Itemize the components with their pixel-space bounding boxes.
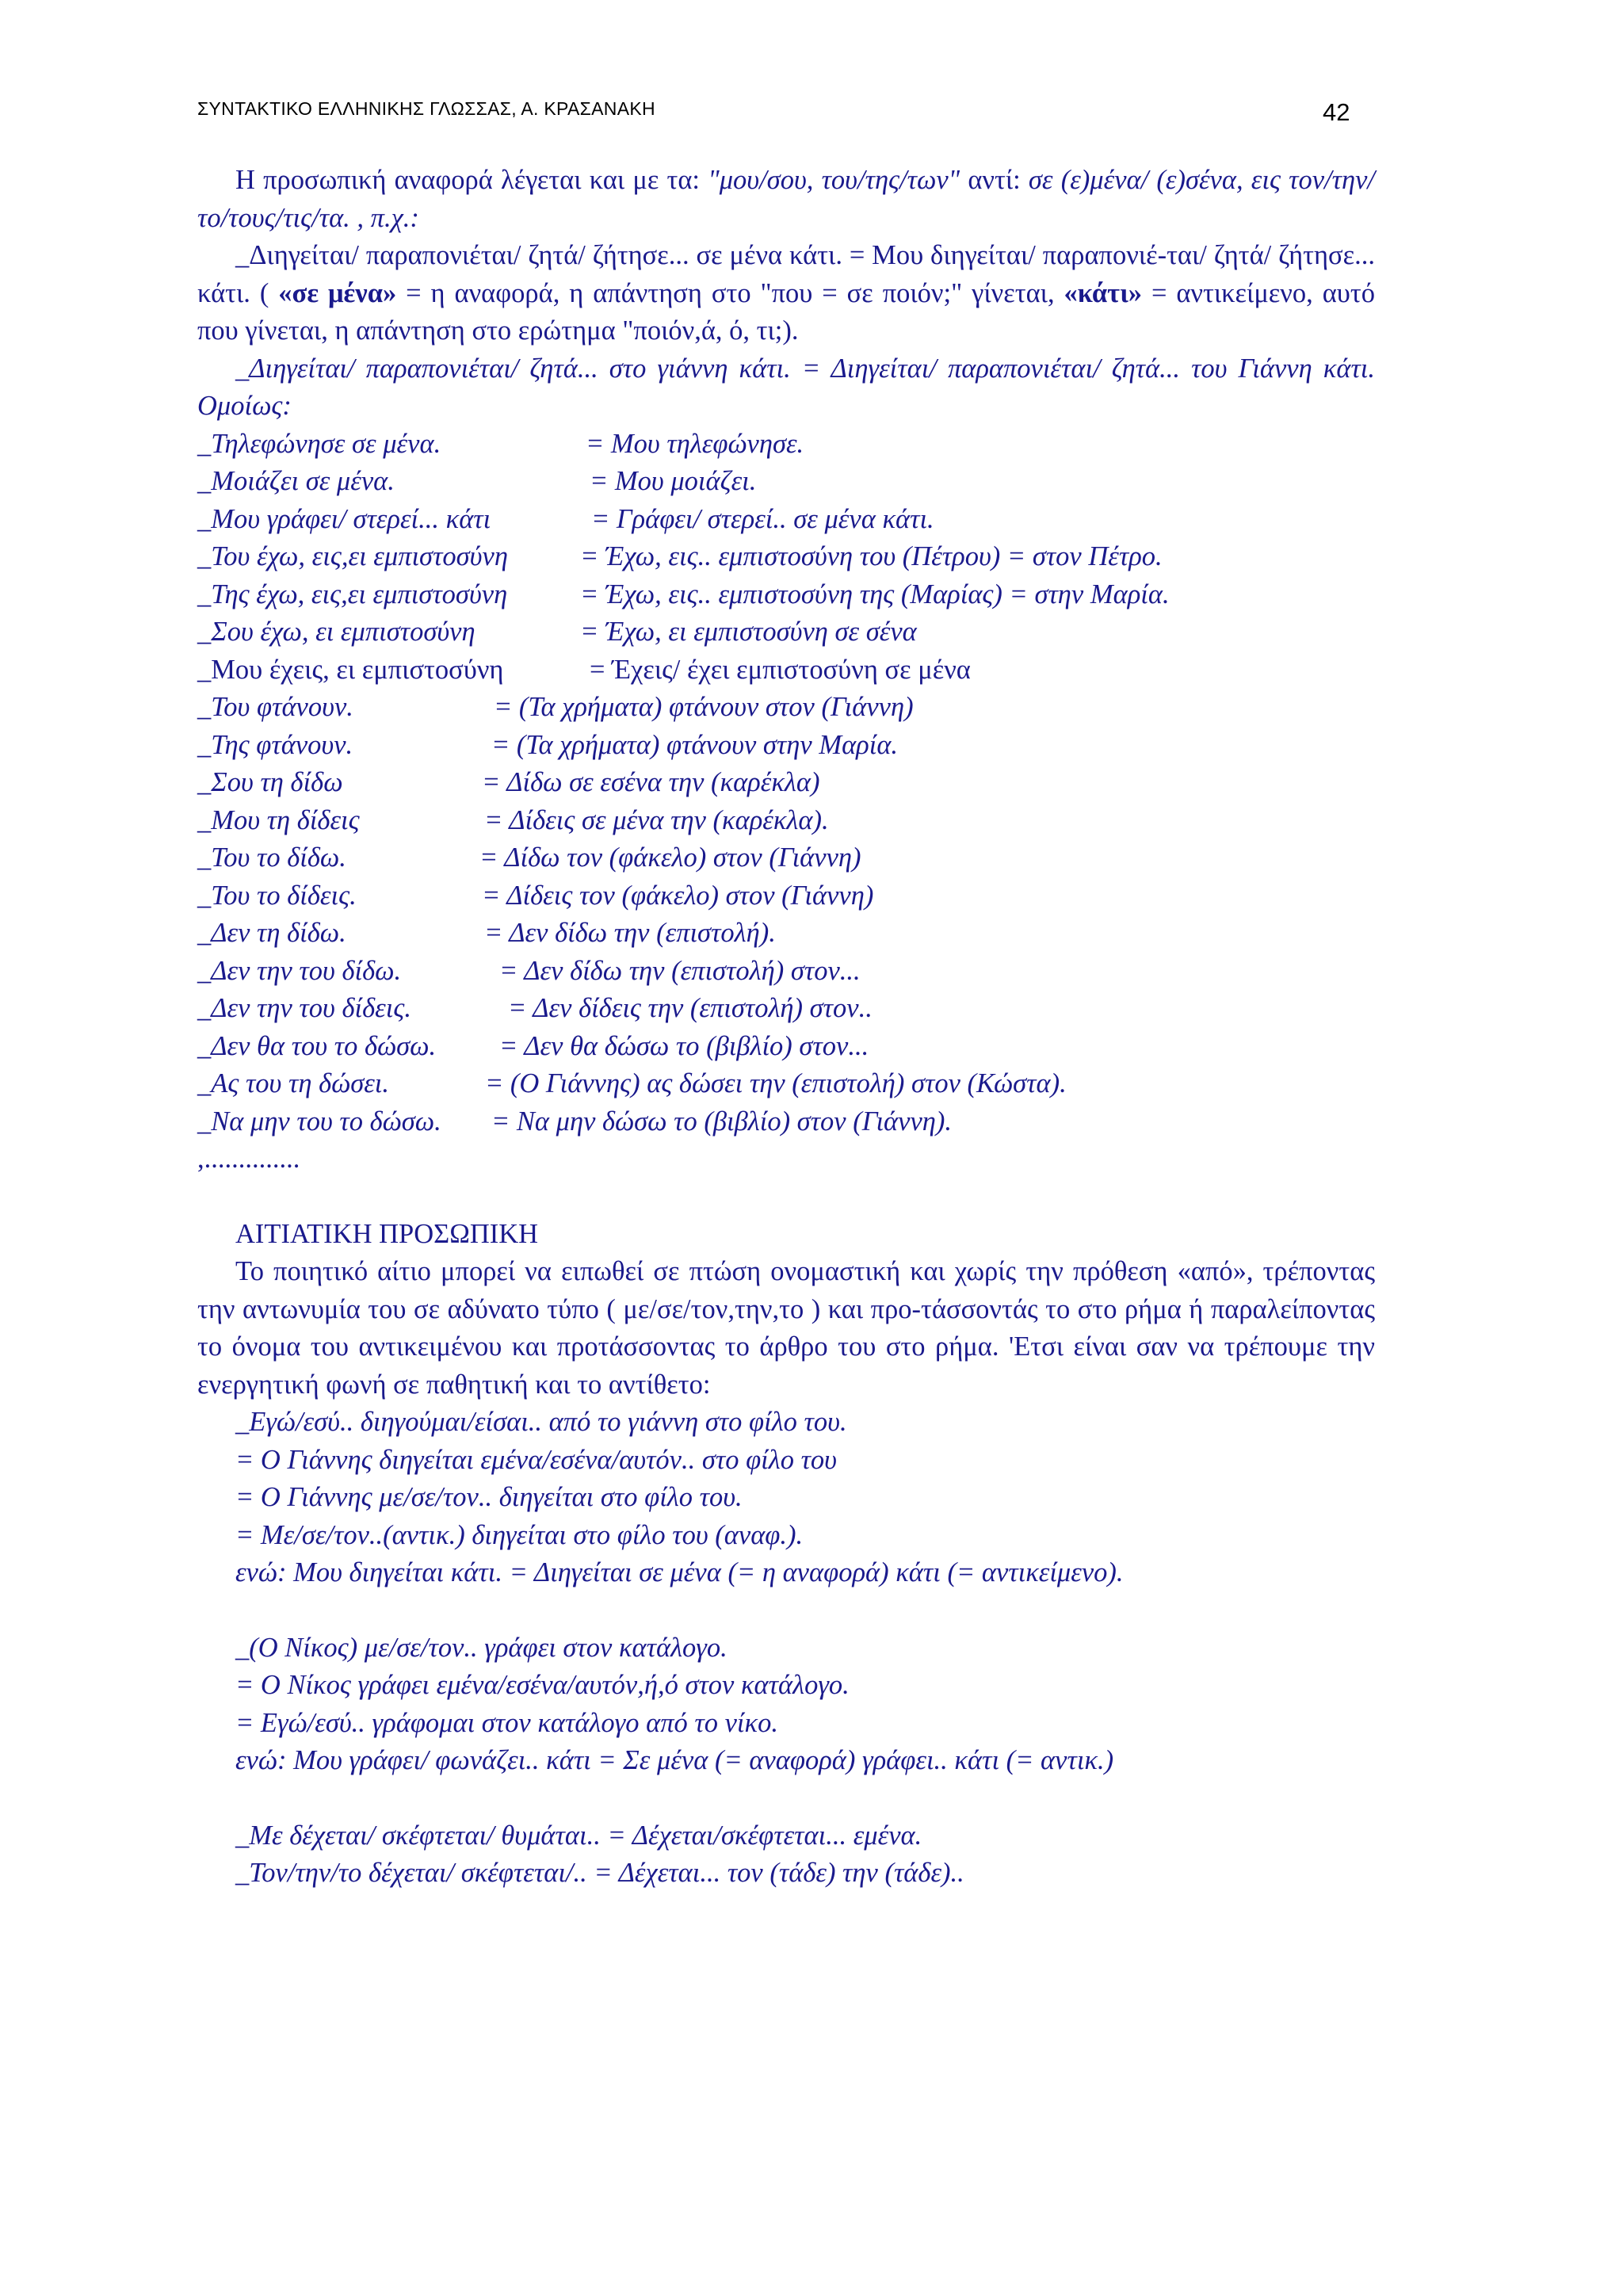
example-row: _Σου τη δίδω = Δίδω σε εσένα την (καρέκλα): [197, 767, 820, 797]
intro-paragraph-1: Η προσωπική αναφορά λέγεται και με τα: "μου/σου, του/της/των" αντί: σε (ε)μένα/ (ε)σένα, εις τον/την/το/τους/τις/τα. , π.χ.:: [197, 165, 1375, 233]
page-number: 42: [1323, 98, 1350, 126]
example-line: = Με/σε/τον..(αντικ.) διηγείται στο φίλο του (αναφ.).: [235, 1519, 804, 1550]
example-line: _Με δέχεται/ σκέφτεται/ θυμάται.. = Δέχεται/σκέφτεται... εμένα.: [235, 1820, 922, 1851]
example-row: _Τηλεφώνησε σε μένα. = Μου τηλεφώνησε.: [197, 428, 804, 459]
example-line: = Ο Νίκος γράφει εμένα/εσένα/αυτόν,ή,ό στον κατάλογο.: [235, 1670, 850, 1700]
example-row: _Του έχω, εις,ει εμπιστοσύνη = Έχω, εις.. εμπιστοσύνη του (Πέτρου) = στον Πέτρο.: [197, 541, 1163, 571]
page-body: [197, 162, 1375, 1893]
spacer: [197, 1592, 1375, 1629]
section-heading: ΑΙΤΙΑΤΙΚΗ ΠΡΟΣΩΠΙΚΗ: [235, 1218, 539, 1249]
example-row: _Μου έχεις, ει εμπιστοσύνη = Έχεις/ έχει εμπιστοσύνη σε μένα: [197, 654, 971, 685]
example-row: _Δεν θα του το δώσω. = Δεν θα δώσω το (βιβλίο) στον...: [197, 1030, 869, 1061]
example-row: _Μου τη δίδεις = Δίδεις σε μένα την (καρέκλα).: [197, 804, 829, 835]
example-row: _Ας του τη δώσει. = (Ο Γιάννης) ας δώσει την (επιστολή) στον (Κώστα).: [197, 1068, 1067, 1098]
example-line: _Εγώ/εσύ.. διηγούμαι/είσαι.. από το γιάννη στο φίλο του.: [235, 1407, 847, 1437]
example-line: = Ο Γιάννης με/σε/τον.. διηγείται στο φίλο του.: [235, 1482, 743, 1512]
example-row: _Της έχω, εις,ει εμπιστοσύνη = Έχω, εις.. εμπιστοσύνη της (Μαρίας) = στην Μαρία.: [197, 579, 1170, 609]
running-title: ΣΥΝΤΑΚΤΙΚΟ ΕΛΛΗΝΙΚΗΣ ΓΛΩΣΣΑΣ, Α. ΚΡΑΣΑΝΑΚΗ: [197, 98, 655, 119]
example-row: _Μου γράφει/ στερεί... κάτι = Γράφει/ στερεί.. σε μένα κάτι.: [197, 503, 934, 534]
spacer: [197, 1179, 1375, 1216]
example-row: _Δεν την του δίδω. = Δεν δίδω την (επιστολή) στον...: [197, 955, 861, 986]
intro-paragraph-3: _Διηγείται/ παραπονιέται/ ζητά... στο γιάννη κάτι. = Διηγείται/ παραπονιέται/ ζητά... του Γιάννη κάτι. Ομοίως:: [197, 353, 1375, 421]
intro-paragraph-2: _Διηγείται/ παραπονιέται/ ζητά/ ζήτησε... σε μένα κάτι. = Μου διηγείται/ παραπονιέ-ται/ ζητά/ ζήτησε... κάτι. ( «σε μένα» = η αναφορά, η απάντηση στο "που = σε ποιόν;" γίνεται, «κάτι» = αντικείμενο, αυτό που γίνεται, η απάντηση στο ερώτημα "ποιόν,ά, ό, τι;).: [197, 240, 1375, 346]
spacer: [197, 1780, 1375, 1817]
example-line: _(Ο Νίκος) με/σε/τον.. γράφει στον κατάλογο.: [235, 1632, 727, 1663]
example-row: _Δεν την του δίδεις. = Δεν δίδεις την (επιστολή) στον..: [197, 993, 873, 1023]
example-group-1: [197, 1404, 1375, 1592]
example-line: _Τον/την/το δέχεται/ σκέφτεται/.. = Δέχεται... τον (τάδε) την (τάδε)..: [235, 1858, 964, 1888]
example-row: _Να μην του το δώσω. = Να μην δώσω το (βιβλίο) στον (Γιάννη).: [197, 1106, 952, 1137]
example-line: ενώ: Μου γράφει/ φωνάζει.. κάτι = Σε μένα (= αναφορά) γράφει.. κάτι (= αντικ.): [235, 1745, 1114, 1775]
example-group-3: [197, 1817, 1375, 1893]
example-row: _Δεν τη δίδω. = Δεν δίδω την (επιστολή).: [197, 918, 776, 948]
example-row: _Της φτάνουν. = (Τα χρήματα) φτάνουν στην Μαρία.: [197, 729, 899, 760]
example-list: [197, 426, 1375, 1141]
example-line: = Ο Γιάννης διηγείται εμένα/εσένα/αυτόν.. στο φίλο του: [235, 1444, 838, 1475]
ellipsis-line: ,..............: [197, 1144, 300, 1174]
example-line: = Εγώ/εσύ.. γράφομαι στον κατάλογο από το νίκο.: [235, 1707, 778, 1738]
example-row: _Μοιάζει σε μένα. = Μου μοιάζει.: [197, 466, 757, 496]
example-row: _Σου έχω, ει εμπιστοσύνη = Έχω, ει εμπιστοσύνη σε σένα: [197, 617, 917, 647]
section-paragraph: Το ποιητικό αίτιο μπορεί να ειπωθεί σε πτώση ονομαστική και χωρίς την πρόθεση «από», τρέποντας την αντωνυμία του σε αδύνατο τύπο ( με/σε/τον,την,το ) και προ-τάσσοντάς το στο ρήμα ή παραλείποντας το όνομα του αντικειμένου και προτάσσοντας το άρθρο του στο ρήμα. 'Ετσι είναι σαν να τρέπουμε την ενεργητική φωνή σε παθητική και το αντίθετο:: [197, 1256, 1375, 1400]
example-row: _Του το δίδεις. = Δίδεις τον (φάκελο) στον (Γιάννη): [197, 880, 874, 911]
example-group-2: [197, 1629, 1375, 1780]
example-line: ενώ: Μου διηγείται κάτι. = Διηγείται σε μένα (= η αναφορά) κάτι (= αντικείμενο).: [235, 1557, 1124, 1587]
example-row: _Του φτάνουν. = (Τα χρήματα) φτάνουν στον (Γιάννη): [197, 692, 914, 722]
example-row: _Του το δίδω. = Δίδω τον (φάκελο) στον (Γιάννη): [197, 842, 861, 873]
